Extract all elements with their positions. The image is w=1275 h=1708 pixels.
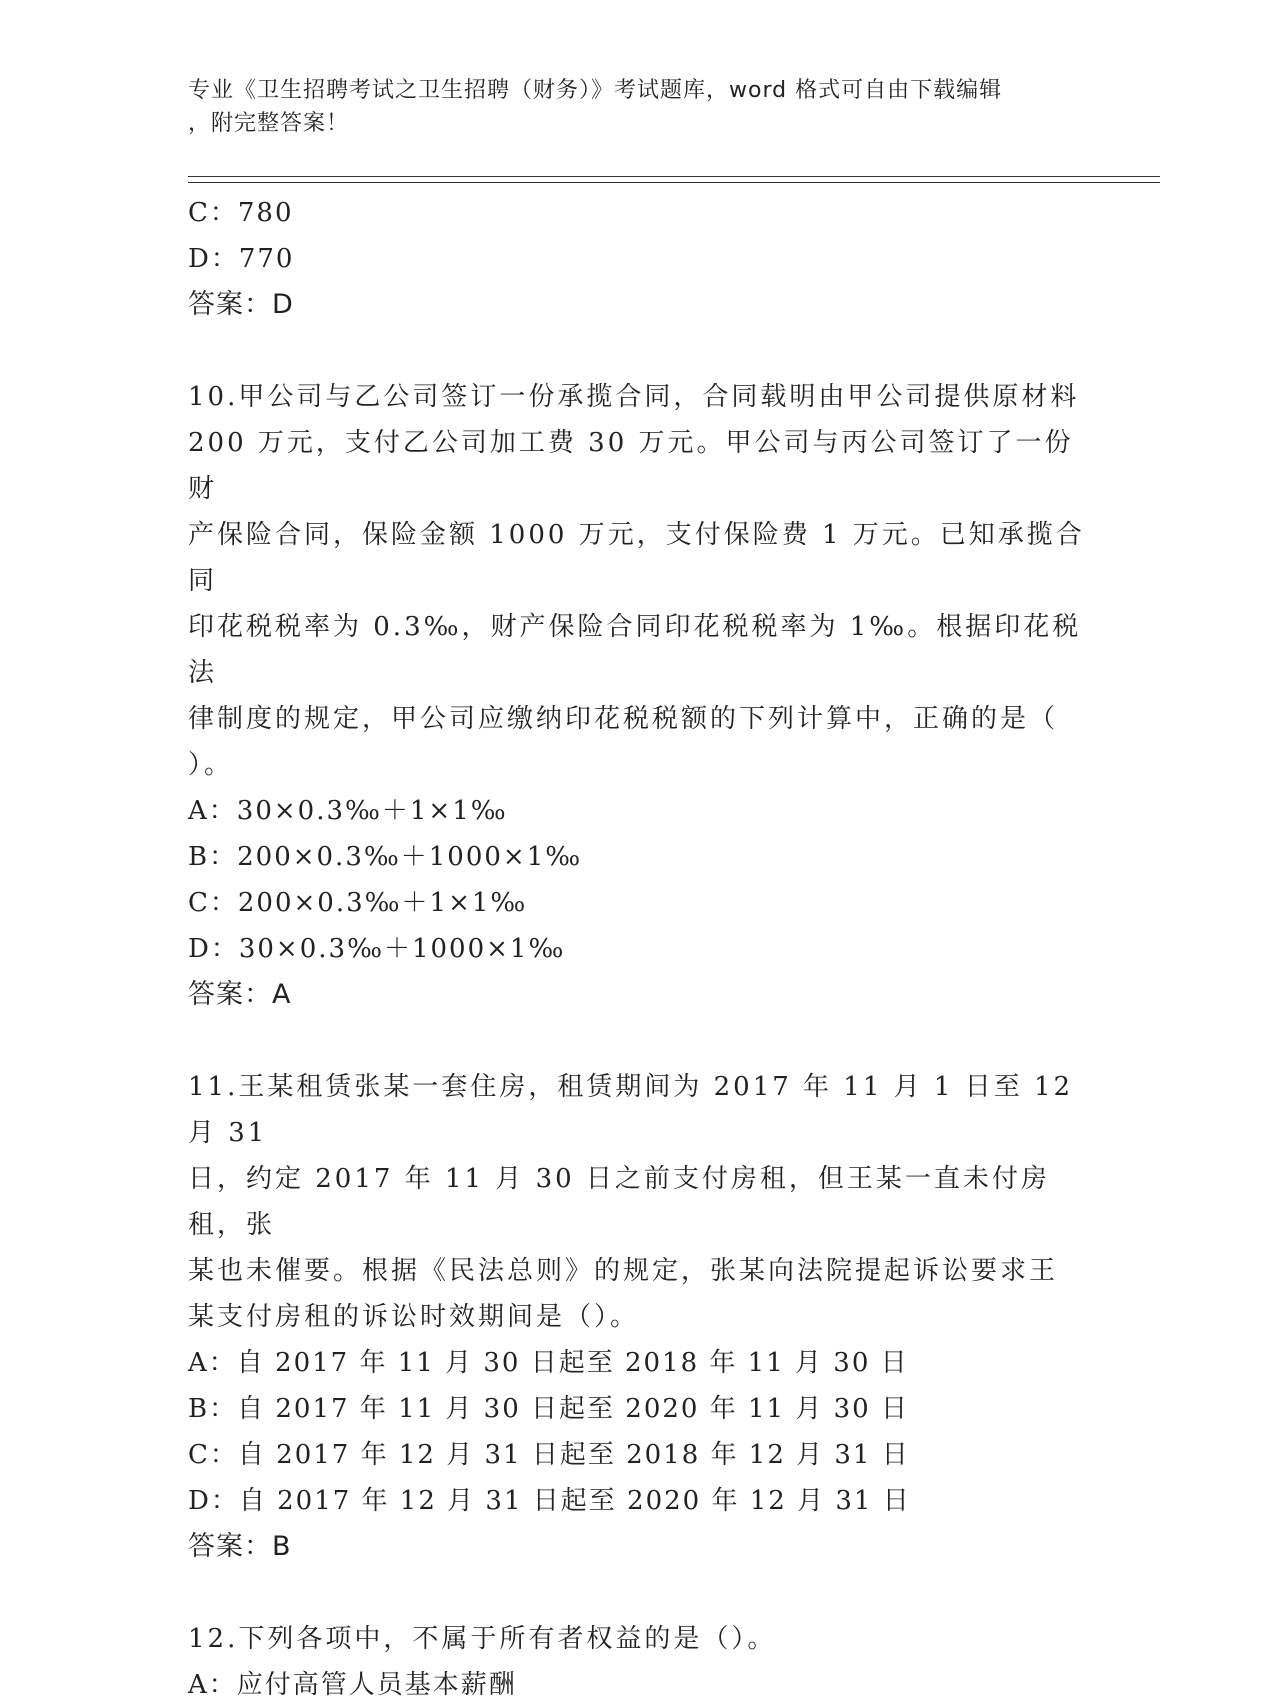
answer-line: 答案：A bbox=[188, 979, 292, 1010]
option-a: A：30×0.3‰＋1×1‰ bbox=[188, 796, 508, 826]
option-d: D：自 2017 年 12 月 31 日起至 2020 年 12 月 31 日 bbox=[188, 1486, 911, 1516]
option-a: A：应付高管人员基本薪酬 bbox=[188, 1670, 517, 1700]
question-text-line: 印花税税率为 0.3‰，财产保险合同印花税税率为 1‰。根据印花税法 bbox=[188, 612, 1082, 688]
question-text-line: 产保险合同，保险金额 1000 万元，支付保险费 1 万元。已知承揽合同 bbox=[188, 520, 1085, 596]
option-c: C：780 bbox=[188, 198, 294, 228]
document-header bbox=[188, 74, 1088, 140]
spacer bbox=[188, 1570, 1088, 1616]
option-b: B：200×0.3‰＋1000×1‰ bbox=[188, 842, 583, 872]
header-rule-top bbox=[188, 176, 1160, 177]
answer-line: 答案：D bbox=[188, 289, 294, 320]
header-line-1: 专业《卫生招聘考试之卫生招聘（财务）》考试题库，word 格式可自由下载编辑 bbox=[188, 78, 1003, 103]
option-b: B：自 2017 年 11 月 30 日起至 2020 年 11 月 30 日 bbox=[188, 1394, 909, 1424]
option-c: C：自 2017 年 12 月 31 日起至 2018 年 12 月 31 日 bbox=[188, 1440, 910, 1470]
question-text-line: 10.甲公司与乙公司签订一份承揽合同，合同载明由甲公司提供原材料 bbox=[188, 382, 1080, 412]
question-text-line: 12.下列各项中，不属于所有者权益的是（）。 bbox=[188, 1624, 777, 1654]
option-d: D：30×0.3‰＋1000×1‰ bbox=[188, 934, 566, 964]
header-rule-bottom bbox=[188, 182, 1160, 183]
question-text-line: 某也未催要。根据《民法总则》的规定，张某向法院提起诉讼要求王 bbox=[188, 1256, 1059, 1286]
question-content bbox=[188, 190, 1088, 1708]
question-11-block bbox=[188, 1064, 1088, 1570]
question-text-line: 11.王某租赁张某一套住房，租赁期间为 2017 年 11 月 1 日至 12 月 31 bbox=[188, 1072, 1074, 1148]
option-a: A：自 2017 年 11 月 30 日起至 2018 年 11 月 30 日 bbox=[188, 1348, 909, 1378]
question-text-line: 某支付房租的诉讼时效期间是（）。 bbox=[188, 1302, 640, 1332]
question-text-line: 日，约定 2017 年 11 月 30 日之前支付房租，但王某一直未付房租，张 bbox=[188, 1164, 1050, 1240]
spacer bbox=[188, 1018, 1088, 1064]
answer-line: 答案：B bbox=[188, 1531, 292, 1562]
spacer bbox=[188, 328, 1088, 374]
question-10-block bbox=[188, 374, 1088, 1018]
question-text-line: ）。 bbox=[188, 750, 234, 780]
option-d: D：770 bbox=[188, 244, 295, 274]
question-text-line: 200 万元，支付乙公司加工费 30 万元。甲公司与丙公司签订了一份财 bbox=[188, 428, 1074, 504]
question-12-block bbox=[188, 1616, 1088, 1708]
option-c: C：200×0.3‰＋1×1‰ bbox=[188, 888, 528, 918]
question-text-line: 律制度的规定，甲公司应缴纳印花税税额的下列计算中，正确的是（ bbox=[188, 704, 1059, 734]
header-line-2: ，附完整答案！ bbox=[188, 111, 350, 136]
prev-question-block bbox=[188, 190, 1088, 328]
